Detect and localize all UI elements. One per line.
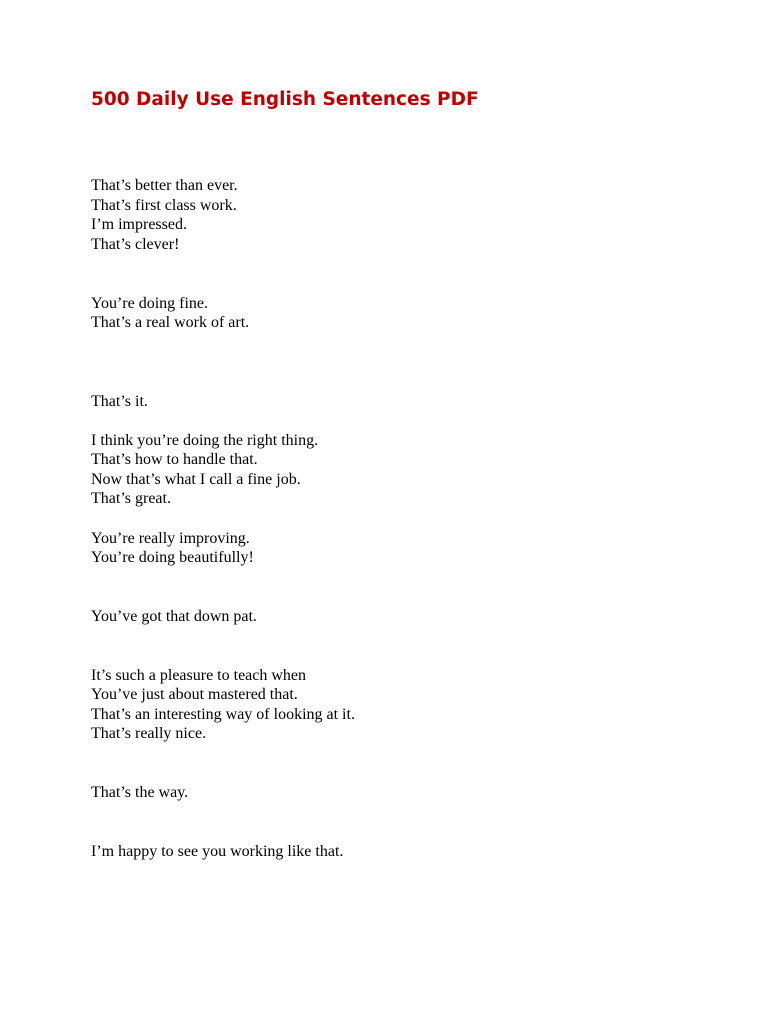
sentence-line: That’s how to handle that. [91,451,258,468]
sentence-line: You’re doing beautifully! [91,549,254,566]
sentence-line: That’s first class work. [91,197,237,214]
sentence-line: Now that’s what I call a fine job. [91,471,301,488]
sentence-line: That’s really nice. [91,725,207,742]
sentence-line: You’re doing fine. [91,295,209,312]
sentence-line: You’ve just about mastered that. [91,686,298,703]
sentence-line: That’s it. [91,393,148,410]
document-title: 500 Daily Use English Sentences PDF [91,89,479,110]
sentence-line: That’s the way. [91,784,189,801]
sentence-line: That’s clever! [91,236,180,253]
sentence-line: That’s better than ever. [91,177,238,194]
sentence-line: That’s a real work of art. [91,314,250,331]
sentence-line: You’re really improving. [91,530,250,547]
sentence-line: That’s an interesting way of looking at it. [91,706,355,723]
sentence-line: That’s great. [91,490,171,507]
sentence-line: I’m happy to see you working like that. [91,843,344,860]
sentence-line: It’s such a pleasure to teach when [91,667,307,684]
sentence-line: You’ve got that down pat. [91,608,257,625]
sentence-line: I’m impressed. [91,216,187,233]
sentence-line: I think you’re doing the right thing. [91,432,319,449]
